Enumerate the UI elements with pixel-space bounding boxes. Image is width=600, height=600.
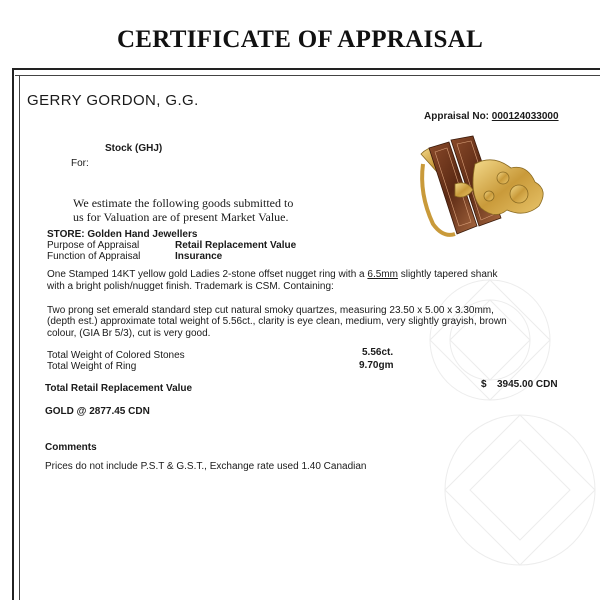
purpose-label: Purpose of Appraisal — [47, 240, 140, 251]
statement-line-1: We estimate the following goods submitted to — [73, 196, 294, 210]
store-name: STORE: Golden Hand Jewellers — [47, 229, 198, 240]
client-stock: Stock (GHJ) — [105, 143, 163, 154]
colored-stones-weight-value: 5.56ct. — [362, 347, 394, 358]
ring-weight-value: 9.70gm — [359, 360, 394, 371]
comments-heading: Comments — [45, 442, 97, 453]
stones-line-2: (depth est.) approximate total weight of 5.56ct., clarity is eye clean, medium, very slightly grayish, brown — [47, 316, 507, 327]
colored-stones-weight-label: Total Weight of Colored Stones — [47, 350, 185, 361]
total-value-currency: $ — [481, 379, 487, 390]
description-line-1 — [47, 269, 497, 280]
description-line-2: with a bright polish/nugget finish. Trademark is CSM. Containing: — [47, 281, 334, 292]
function-label: Function of Appraisal — [47, 251, 141, 262]
function-value: Insurance — [175, 251, 223, 262]
stones-line-1: Two prong set emerald standard step cut natural smoky quartzes, measuring 23.50 x 5.00 x 3.30mm, — [47, 305, 494, 316]
frame-border-left — [12, 68, 14, 600]
appraisal-number — [424, 111, 559, 122]
statement-line-2: us for Valuation are of present Market Value. — [73, 210, 289, 224]
frame-inner-border-left — [19, 75, 20, 600]
client-for-label: For: — [71, 158, 89, 169]
frame-border-top — [12, 68, 600, 70]
total-value-amount: 3945.00 CDN — [497, 379, 558, 390]
appraisal-number-value: 000124033000 — [491, 111, 559, 122]
total-value-label: Total Retail Replacement Value — [45, 383, 193, 394]
description-line-1-start: One Stamped 14KT yellow gold Ladies 2-stone offset nugget ring with a — [47, 269, 368, 280]
comments-text: Prices do not include P.S.T & G.S.T., Exchange rate used 1.40 Canadian — [45, 461, 367, 472]
appraisal-number-label: Appraisal No: — [424, 111, 490, 122]
ring-photo — [415, 134, 555, 254]
description-line-1-end: slightly tapered shank — [397, 269, 498, 280]
stones-line-3: colour, (GIA Br 5/3), cut is very good. — [47, 328, 211, 339]
gold-price: GOLD @ 2877.45 CDN — [45, 406, 150, 417]
shank-width: 6.5mm — [367, 269, 398, 280]
certificate-title: CERTIFICATE OF APPRAISAL — [116, 26, 484, 53]
ring-weight-label: Total Weight of Ring — [47, 361, 137, 372]
frame-inner-border-top — [15, 75, 600, 76]
appraiser-name: GERRY GORDON, G.G. — [27, 92, 199, 109]
purpose-value: Retail Replacement Value — [175, 240, 297, 251]
